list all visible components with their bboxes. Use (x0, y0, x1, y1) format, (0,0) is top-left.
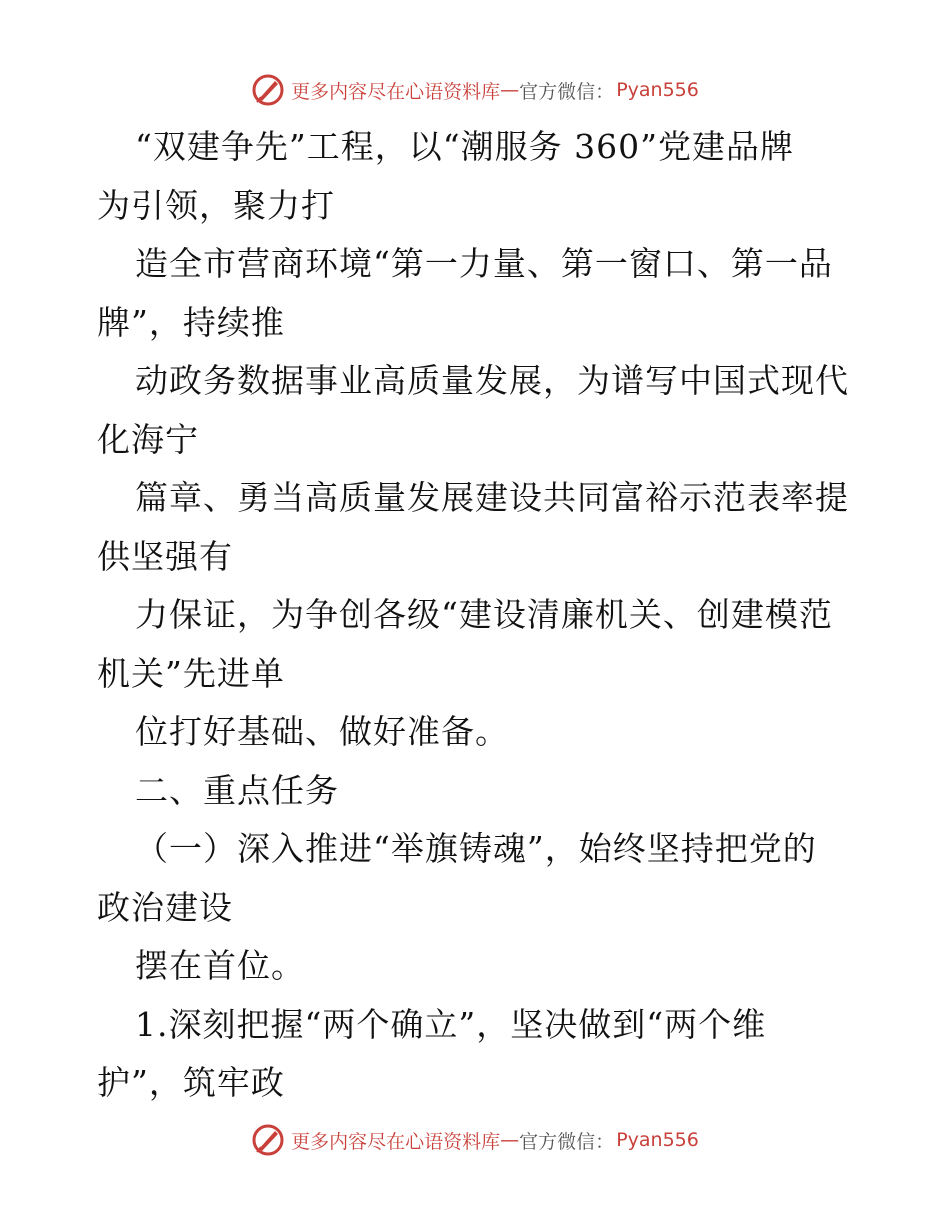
body-line: 篇章、勇当高质量发展建设共同富裕示范表率提 (135, 478, 849, 517)
body-line: 化海宁 (97, 419, 199, 459)
body-line: 护”，筑牢政 (97, 1063, 285, 1102)
body-line: 供坚强有 (97, 536, 233, 576)
body-line: 牌”，持续推 (97, 302, 285, 342)
body-line: 位打好基础、做好准备。 (135, 712, 509, 751)
watermark-separator: — (500, 79, 520, 101)
body-line: 政治建设 (97, 887, 233, 927)
body-line: 动政务数据事业高质量发展，为谱写中国式现代 (135, 361, 849, 400)
body-line: 力保证，为争创各级“建设清廉机关、创建模范 (135, 595, 833, 634)
body-line: 为引领，聚力打 (97, 185, 335, 225)
numbered-item: 1.深刻把握“两个确立”，坚决做到“两个维 (135, 1004, 767, 1044)
quill-logo-icon (251, 73, 285, 107)
body-line: 机关”先进单 (97, 653, 285, 693)
watermark-separator: — (500, 1129, 520, 1151)
subsection-heading: （一）深入推进“举旗铸魂”，始终坚持把党的 (135, 829, 817, 868)
watermark-text: 更多内容尽在心语资料库 (291, 80, 501, 103)
watermark-wechat-id: Pyan556 (616, 1129, 699, 1151)
header-watermark (0, 70, 950, 110)
quill-logo-icon (251, 1123, 285, 1157)
document-body (97, 118, 857, 1113)
watermark-text: 更多内容尽在心语资料库 (291, 1130, 501, 1153)
watermark-wechat-label: 官方微信： (519, 1130, 615, 1153)
watermark-wechat-label: 官方微信： (519, 80, 615, 103)
footer-watermark (0, 1120, 950, 1160)
body-line: 摆在首位。 (135, 946, 305, 985)
body-line: 造全市营商环境“第一力量、第一窗口、第一品 (135, 244, 833, 283)
body-line: “双建争先”工程，以“潮服务 360”党建品牌 (135, 127, 794, 166)
watermark-wechat-id: Pyan556 (616, 79, 699, 101)
section-heading: 二、重点任务 (135, 770, 339, 810)
